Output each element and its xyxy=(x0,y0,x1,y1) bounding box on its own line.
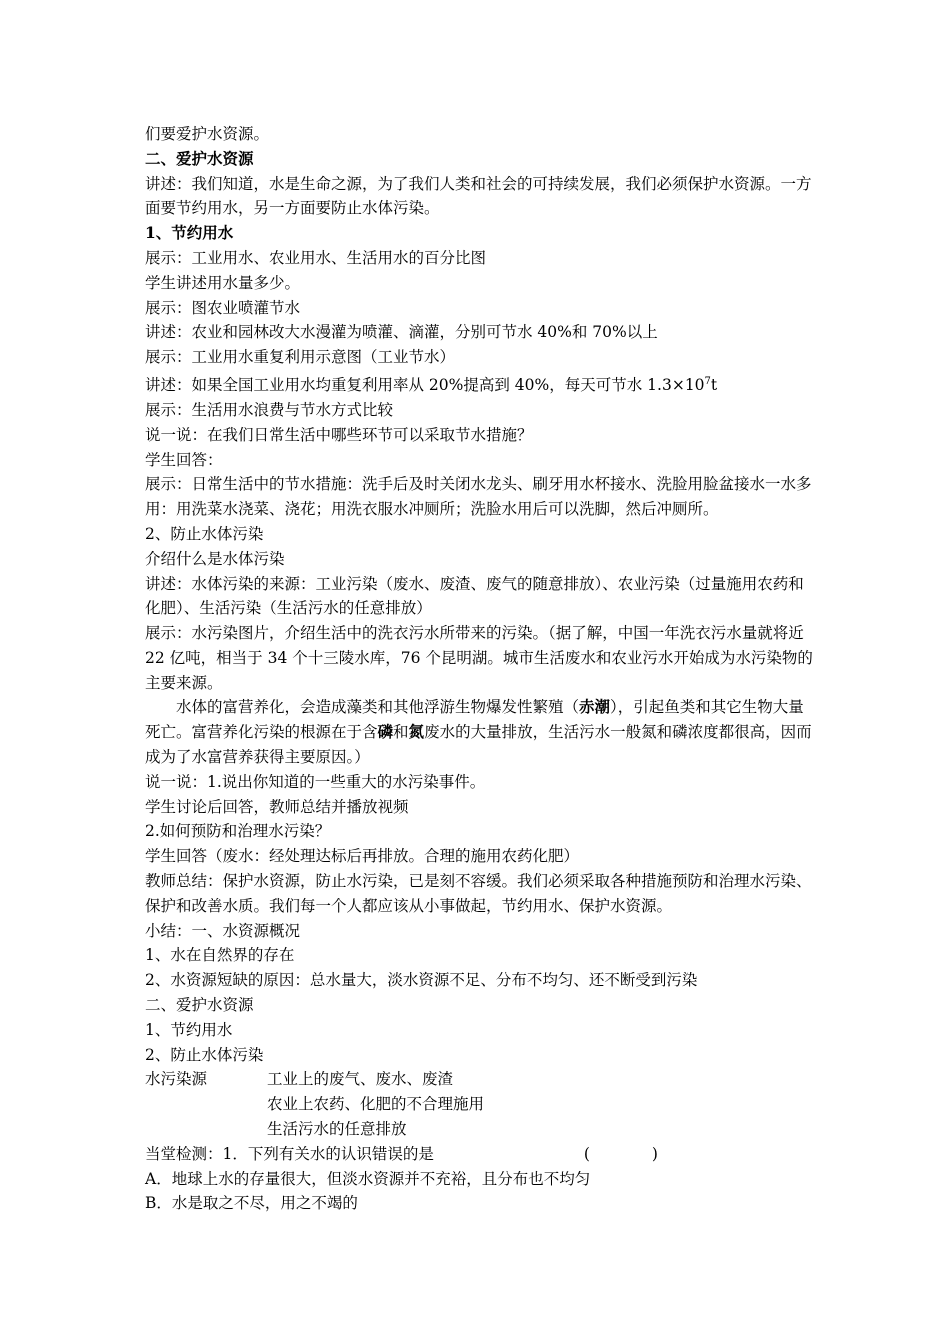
subsection-heading: 1、节约用水 xyxy=(145,223,234,243)
text-line: 展示：工业用水重复利用示意图（工业节水） xyxy=(145,348,456,367)
question-text: 当堂检测：1．下列有关水的认识错误的是 xyxy=(145,1144,434,1163)
text-span: ），引起鱼类和其它生物大量死亡。富营养化污染的根源在于含 xyxy=(145,698,804,742)
text-span: t xyxy=(710,376,718,395)
text-line: 们要爱护水资源。 xyxy=(145,125,270,143)
text-span: 水体的富营养化，会造成藻类和其他浮游生物爆发性繁殖（ xyxy=(176,698,580,717)
text-line: 介绍什么是水体污染 xyxy=(145,549,285,568)
option-b: B．水是取之不尽，用之不竭的 xyxy=(145,1194,358,1213)
subsection-heading: 2、防止水体污染 xyxy=(145,524,264,543)
pollution-source-label: 水污染源 xyxy=(145,1070,208,1089)
question-line xyxy=(145,1142,817,1167)
text-line: 学生讲述用水量多少。 xyxy=(145,273,301,292)
text-line: 小结：一、水资源概况 xyxy=(145,921,301,940)
pollution-source-item: 农业上农药、化肥的不合理施用 xyxy=(267,1095,485,1114)
text-span: 废水的大量排放，生活污水一般氮和磷浓度都很高，因而成为了水富营养获得主要原因。） xyxy=(145,723,812,767)
bold-term: 氮 xyxy=(408,722,425,742)
text-span: 和 xyxy=(393,723,409,742)
text-line: 二、爱护水资源 xyxy=(145,996,254,1015)
text-line: 2、水资源短缺的原因：总水量大，淡水资源不足、分布不均匀、还不断受到污染 xyxy=(145,971,698,990)
text-line: 展示：图农业喷灌节水 xyxy=(145,298,301,317)
text-line: 展示：生活用水浪费与节水方式比较 xyxy=(145,400,394,419)
superscript: 7 xyxy=(704,375,711,387)
answer-blank: ( ) xyxy=(583,1144,658,1163)
paragraph xyxy=(145,695,817,769)
text-line: 学生回答： xyxy=(145,450,223,469)
pollution-source-item: 工业上的废气、废水、废渣 xyxy=(267,1070,454,1089)
text-line: 2、防止水体污染 xyxy=(145,1045,264,1064)
text-line: 展示：工业用水、农业用水、生活用水的百分比图 xyxy=(145,248,487,267)
text-line: 说一说：1.说出你知道的一些重大的水污染事件。 xyxy=(145,772,486,791)
text-line: 说一说：在我们日常生活中哪些环节可以采取节水措施？ xyxy=(145,425,533,444)
section-heading: 二、爱护水资源 xyxy=(145,148,254,168)
text-line: 学生回答（废水：经处理达标后再排放。合理的施用农药化肥） xyxy=(145,847,580,866)
paragraph: 讲述：水体污染的来源：工业污染（废水、废渣、废气的随意排放）、农业污染（过量施用农药和化肥）、生活污染（生活污水的任意排放） xyxy=(145,574,804,618)
paragraph: 讲述：我们知道，水是生命之源，为了我们人类和社会的可持续发展，我们必须保护水资源。一方面要节约用水，另一方面要防止水体污染。 xyxy=(145,174,812,218)
paragraph: 教师总结：保护水资源，防止水污染，已是刻不容缓。我们必须采取各种措施预防和治理水污染、保护和改善水质。我们每一个人都应该从小事做起，节约用水、保护水资源。 xyxy=(145,872,812,915)
text-line xyxy=(145,370,817,398)
bold-term: 磷 xyxy=(377,722,394,742)
text-line: 1、水在自然界的存在 xyxy=(145,946,295,965)
option-a: A．地球上水的存量很大，但淡水资源并不充裕，且分布也不均匀 xyxy=(145,1169,591,1188)
text-line: 学生讨论后回答，教师总结并播放视频 xyxy=(145,797,409,816)
pollution-source-item: 生活污水的任意排放 xyxy=(267,1120,407,1139)
text-line: 2.如何预防和治理水污染？ xyxy=(145,822,331,841)
paragraph: 展示：水污染图片，介绍生活中的洗衣污水所带来的污染。（据了解，中国一年洗衣污水量就将近 22 亿吨，相当于 34 个十三陵水库，76 个昆明湖。城市生活废水和农业污水开始成为水污染物的主要来源。 xyxy=(145,624,813,692)
paragraph: 展示：日常生活中的节水措施：洗手后及时关闭水龙头、刷牙用水杯接水、洗脸用脸盆接水一水多用：用洗菜水浇菜、浇花；用洗衣服水冲厕所；洗脸水用后可以洗脚，然后冲厕所。 xyxy=(145,475,812,519)
text-line: 1、节约用水 xyxy=(145,1020,233,1039)
text-line xyxy=(145,1067,817,1092)
document-page xyxy=(145,122,817,1216)
text-line: 讲述：农业和园林改大水漫灌为喷灌、滴灌，分别可节水 40%和 70%以上 xyxy=(145,323,658,342)
text-span: 讲述：如果全国工业用水均重复利用率从 20%提高到 40%，每天可节水 1.3×10 xyxy=(145,376,705,395)
bold-term: 赤潮 xyxy=(579,697,611,717)
